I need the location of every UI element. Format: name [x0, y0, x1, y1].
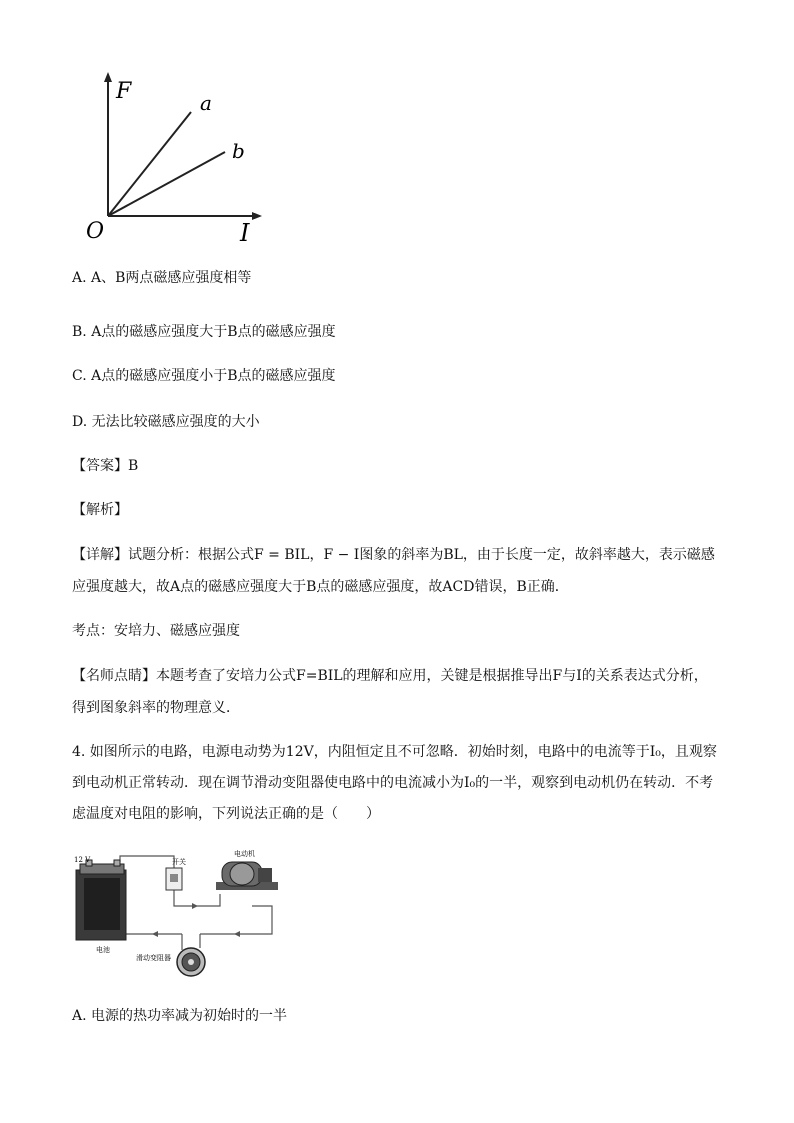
q4-line-3: 虑温度对电阻的影响，下列说法正确的是（ ） — [72, 806, 380, 822]
option-b: B. A点的磁感应强度大于B点的磁感应强度 — [72, 324, 336, 340]
q4-line-1: 4. 如图所示的电路，电源电动势为12V，内阻恒定且不可忽略．初始时刻，电路中的电流等于I₀，且观察 — [72, 744, 717, 760]
f-i-graph — [80, 70, 270, 245]
detail-text-1: 试题分析：根据公式F = BIL，F − I图象的斜率为BL，由于长度一定，故斜率越大，表示磁感 — [128, 547, 715, 563]
battery-label: 12 V — [74, 856, 91, 864]
line-a — [108, 112, 191, 216]
q4-option-a: A. 电源的热功率减为初始时的一半 — [72, 1008, 288, 1024]
x-axis-arrow — [252, 212, 262, 220]
motor-icon — [216, 862, 278, 890]
q4-line-2: 到电动机正常转动．现在调节滑动变阻器使电路中的电流减小为I₀的一半，观察到电动机仍在转动．不考 — [72, 775, 714, 791]
x-axis-label: I — [240, 219, 250, 245]
y-axis-arrow — [104, 72, 112, 82]
motor-label: 电动机 — [234, 850, 255, 858]
battery-caption: 电池 — [96, 946, 110, 954]
y-axis-label: F — [116, 79, 132, 104]
circuit-figure — [72, 848, 284, 980]
detail-line-1 — [72, 545, 715, 565]
analysis-tag: 【解析】 — [72, 502, 128, 518]
tip-text-1: 本题考查了安培力公式F=BIL的理解和应用，关键是根据推导出F与I的关系表达式分析， — [156, 668, 708, 684]
current-arrows — [152, 903, 240, 937]
switch-label: 开关 — [172, 858, 186, 866]
origin-label: O — [86, 219, 105, 244]
tip-line-2: 得到图象斜率的物理意义． — [72, 700, 240, 716]
line-b-label: b — [232, 139, 245, 163]
answer-line — [72, 456, 138, 476]
line-a-label: a — [200, 91, 212, 115]
option-c: C. A点的磁感应强度小于B点的磁感应强度 — [72, 368, 336, 384]
answer-tag: 【答案】 — [72, 458, 128, 474]
detail-line-2: 应强度越大，故A点的磁感应强度大于B点的磁感应强度，故ACD错误，B正确． — [72, 579, 569, 595]
answer-value: B — [128, 458, 139, 474]
switch-icon — [166, 868, 182, 890]
tip-tag: 【名师点睛】 — [72, 668, 156, 684]
kaodian-line: 考点：安培力、磁感应强度 — [72, 623, 240, 639]
battery-icon — [76, 860, 126, 940]
rheostat-icon — [177, 948, 205, 976]
option-a: A. A、B两点磁感应强度相等 — [72, 270, 252, 286]
line-b — [108, 152, 225, 216]
rheostat-label: 滑动变阻器 — [136, 954, 171, 962]
tip-line-1 — [72, 666, 708, 686]
detail-tag: 【详解】 — [72, 547, 128, 563]
option-d: D. 无法比较磁感应强度的大小 — [72, 414, 260, 430]
